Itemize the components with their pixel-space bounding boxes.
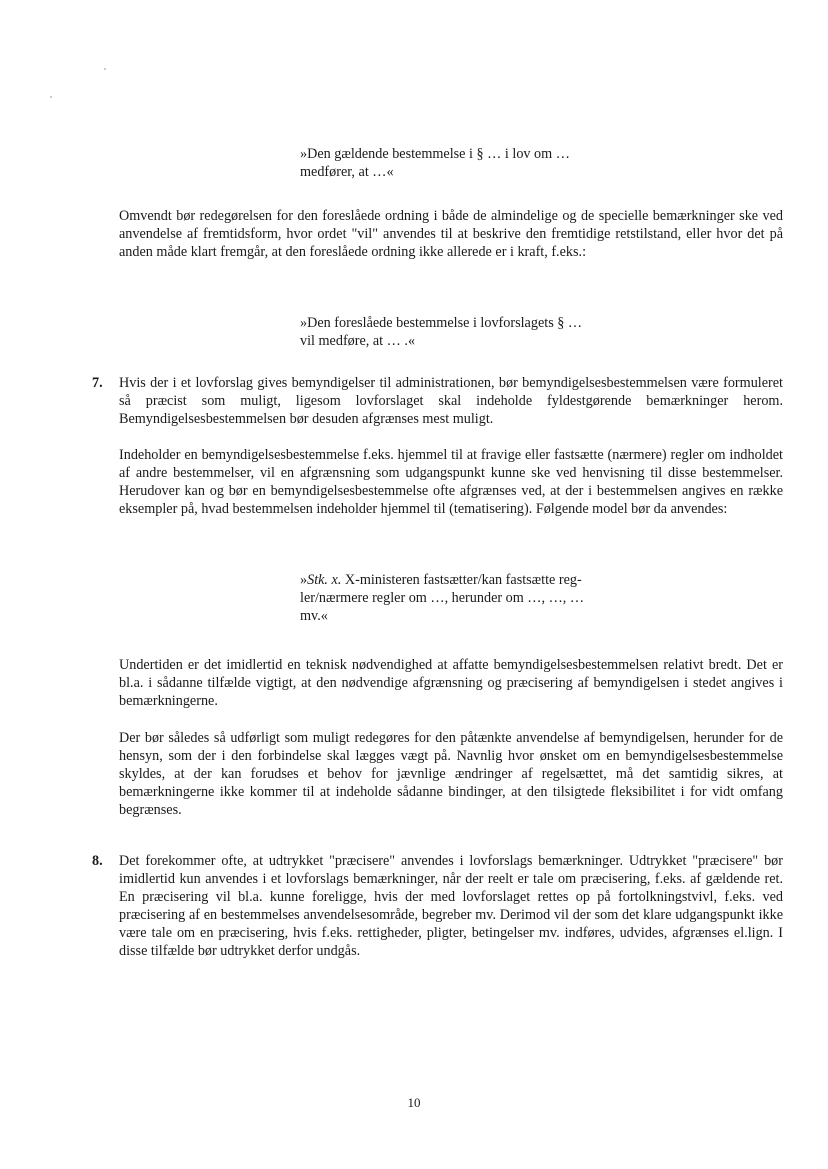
scan-speck xyxy=(104,68,106,70)
item-number-8: 8. xyxy=(92,853,103,869)
item-number-7: 7. xyxy=(92,375,103,391)
item-7-paragraph-4: Der bør således så udførligt som muligt redegøres for den påtænkte anvendelse af bemyndigelsen, herunder for de hensyn, som der i den forbindelse skal lægges vægt på. Navnlig hvor ønsket om en bemyndigelsesbestemmelse skyldes, at der kan forudses et behov for jævnlige ændringer af regelsættet, må det samtidig sikres, at bemærkningerne ikke kommer til at indeholde sådanne bindinger, at den tilsigtede fleksibilitet i for vidt omfang begrænses. xyxy=(119,730,783,818)
scan-speck xyxy=(50,96,52,98)
quote-line: vil medføre, at … .« xyxy=(300,333,416,349)
stk-label: Stk. x. xyxy=(307,572,342,588)
quote-line: ler/nærmere regler om …, herunder om …, …, … xyxy=(300,590,585,606)
item-8-text: Det forekommer ofte, at udtrykket "præcisere" anvendes i lovforslags bemærkninger. Udtrykket "præcisere" bør imidlertid kun anvendes i et lovforslags bemærkninger, når der reelt er tale om præcisering, f.eks. af gældende ret. En præcisering vil bl.a. kunne foreligge, hvis der med lovforslaget rettes op på fortolkningstvivl, f.eks. ved præcisering af en bestemmelses anvendelsesområde, begreber mv. Derimod vil der som det klare udgangspunkt ikke være tale om en præcisering, hvis f.eks. rettigheder, pligter, betingelser mv. indføres, udvides, afgrænses el.lign. I disse tilfælde bør udtrykket derfor undgås. xyxy=(119,853,783,959)
quote-line: »Den gældende bestemmelse i § … i lov om … xyxy=(300,146,570,162)
quote-line: medfører, at …« xyxy=(300,164,394,180)
item-7-paragraph-2: Indeholder en bemyndigelsesbestemmelse f.eks. hjemmel til at fravige eller fastsætte (nærmere) regler om indholdet af andre bestemmelser, vil en afgrænsning som udgangspunkt kunne ske ved henvisning til disse bestemmelser. Herudover kan og bør en bemyndigelsesbestemmelse ofte afgrænses ved, at der i bestemmelsen angives en række eksempler på, hvad bestemmelsen indeholder hjemmel til (tematisering). Følgende model bør da anvendes: xyxy=(119,447,783,517)
item-7-text: Hvis der i et lovforslag gives bemyndigelser til administrationen, bør bemyndigelsesbestemmelsen være formuleret så præcist som muligt, ligesom lovforslaget skal indeholde fyldestgørende bemærkninger herom. Bemyndigelsesbestemmelsen bør desuden afgrænses mest muligt. xyxy=(119,375,783,427)
quote-line: mv.« xyxy=(300,608,328,624)
quote-current-provision xyxy=(300,145,630,181)
paragraph-omvendt: Omvendt bør redegørelsen for den foreslåede ordning i både de almindelige og de specielle bemærkninger ske ved anvendelse af fremtidsform, hvor ordet "vil" anvendes til at beskrive den fremtidige retstilstand, eller hvor det på anden måde klart fremgår, at den foreslåede ordning ikke allerede er i kraft, f.eks.: xyxy=(119,208,783,260)
item-7-paragraph-3: Undertiden er det imidlertid en teknisk nødvendighed at affatte bemyndigelsesbestemmelsen relativt bredt. Det er bl.a. i sådanne tilfælde vigtigt, at den nødvendige afgrænsning og præcisering af bemyndigelsen i stedet angives i bemærkningerne. xyxy=(119,657,783,709)
quote-line: »Stk. x. X-ministeren fastsætter/kan fastsætte reg- xyxy=(300,572,582,588)
quote-model-provision xyxy=(300,571,640,625)
quote-proposed-provision xyxy=(300,314,640,350)
page-number: 10 xyxy=(407,1095,421,1110)
quote-line: »Den foreslåede bestemmelse i lovforslagets § … xyxy=(300,315,583,331)
